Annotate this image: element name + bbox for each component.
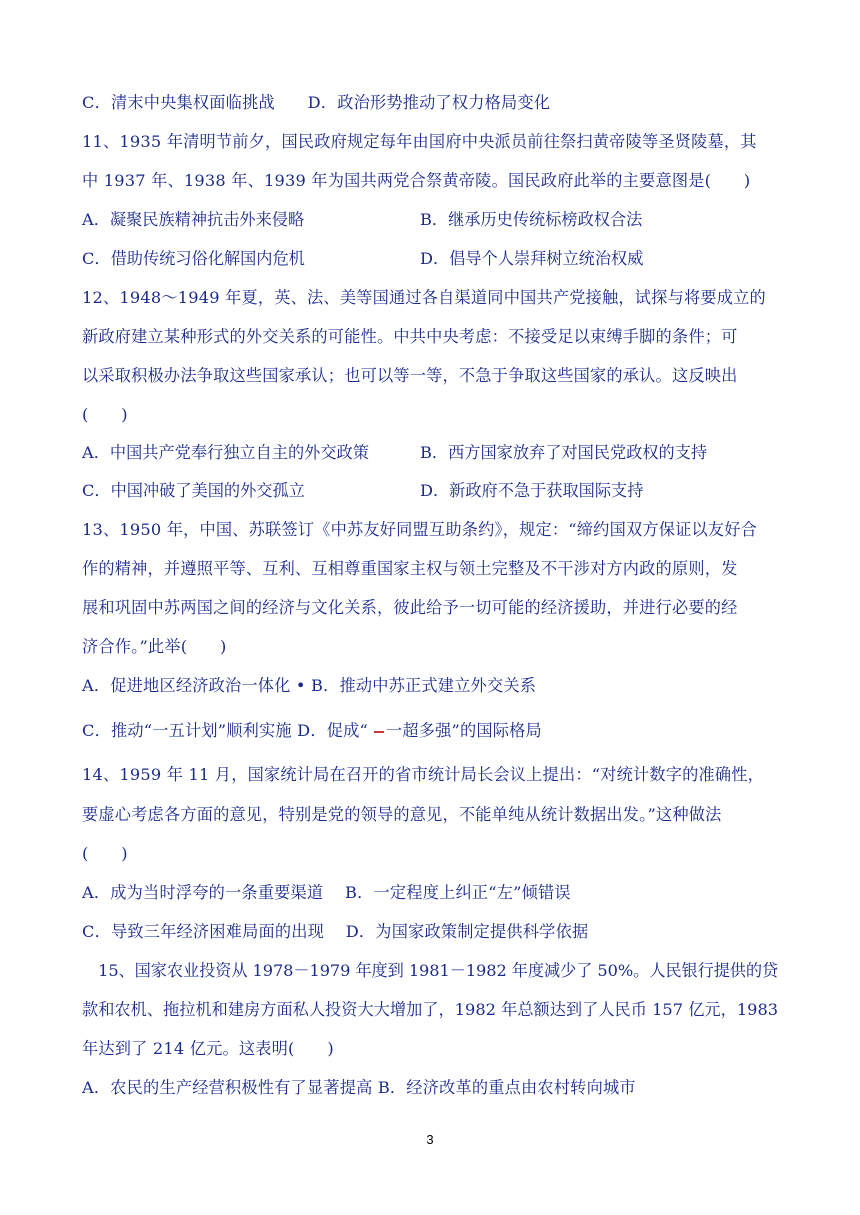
q15-stem-line1: 15、国家农业投资从 1978－1979 年度到 1981－1982 年度减少了 50%。人民银行提供的贷 bbox=[82, 961, 779, 980]
q12-option-a: A．中国共产党奉行独立自主的外交政策 bbox=[82, 443, 369, 462]
q12-stem-line1: 12、1948～1949 年夏，英、法、美等国通过各自渠道同中国共产党接触，试探与将要成立的 bbox=[82, 288, 766, 307]
q13-options-cd-part1: C．推动“一五计划”顺利实施 D．促成“ bbox=[82, 721, 368, 740]
q13-options-cd bbox=[82, 721, 542, 741]
q11-option-b: B．继承历史传统标榜政权合法 bbox=[420, 210, 643, 229]
q12-option-d: D．新政府不急于获取国际支持 bbox=[420, 481, 644, 500]
q13-stem-line3: 展和巩固中苏两国之间的经济与文化关系，彼此给予一切可能的经济援助，并进行必要的经 bbox=[82, 598, 738, 617]
q12-stem-line2: 新政府建立某种形式的外交关系的可能性。中共中央考虑：不接受足以束缚手脚的条件；可 bbox=[82, 327, 738, 346]
q11-stem-line2: 中 1937 年、1938 年、1939 年为国共两党合祭黄帝陵。国民政府此举的主要意图是( ) bbox=[82, 171, 751, 190]
q12-stem-line4: ( ) bbox=[82, 405, 128, 424]
stray-mark-icon bbox=[374, 731, 384, 733]
q11-stem-line1: 11、1935 年清明节前夕，国民政府规定每年由国府中央派员前往祭扫黄帝陵等圣贤陵墓，其 bbox=[82, 132, 757, 151]
q11-option-d: D．倡导个人崇拜树立统治权威 bbox=[420, 249, 644, 268]
q13-stem-line4: 济合作。”此举( ) bbox=[82, 637, 227, 656]
q15-options-ab: A．农民的生产经营积极性有了显著提高 B．经济改革的重点由农村转向城市 bbox=[82, 1078, 636, 1097]
q13-stem-line2: 作的精神，并遵照平等、互利、互相尊重国家主权与领土完整及不干涉对方内政的原则，发 bbox=[82, 559, 738, 578]
q12-option-c: C．中国冲破了美国的外交孤立 bbox=[82, 481, 305, 500]
q14-options-ab: A．成为当时浮夸的一条重要渠道 B．一定程度上纠正“左”倾错误 bbox=[82, 883, 571, 902]
q10-options-cd: C．清末中央集权面临挑战 D．政治形势推动了权力格局变化 bbox=[82, 93, 551, 112]
q13-stem-line1: 13、1950 年，中国、苏联签订《中苏友好同盟互助条约》，规定：“缔约国双方保证以友好合 bbox=[82, 520, 758, 539]
q13-options-ab: A．促进地区经济政治一体化 • B．推动中苏正式建立外交关系 bbox=[82, 676, 537, 695]
q15-stem-line3: 年达到了 214 亿元。这表明( ) bbox=[82, 1039, 334, 1058]
q11-option-a: A．凝聚民族精神抗击外来侵略 bbox=[82, 210, 305, 229]
q13-options-cd-part2: 一超多强”的国际格局 bbox=[385, 721, 542, 740]
q14-stem-line1: 14、1959 年 11 月，国家统计局在召开的省市统计局长会议上提出：“对统计数字的准确性， bbox=[82, 765, 765, 784]
q15-stem-line2: 款和农机、拖拉机和建房方面私人投资大大增加了，1982 年总额达到了人民币 157 亿元，1983 bbox=[82, 1000, 779, 1019]
q11-option-c: C．借助传统习俗化解国内危机 bbox=[82, 249, 305, 268]
q12-stem-line3: 以采取积极办法争取这些国家承认；也可以等一等，不急于争取这些国家的承认。这反映出 bbox=[82, 366, 738, 385]
q14-options-cd: C．导致三年经济困难局面的出现 D．为国家政策制定提供科学依据 bbox=[82, 922, 589, 941]
q12-option-b: B．西方国家放弃了对国民党政权的支持 bbox=[420, 443, 708, 462]
q14-stem-line3: ( ) bbox=[82, 844, 128, 863]
q14-stem-line2: 要虚心考虑各方面的意见，特别是党的领导的意见，不能单纯从统计数据出发。”这种做法 bbox=[82, 805, 722, 824]
page-number: 3 bbox=[426, 1132, 434, 1147]
